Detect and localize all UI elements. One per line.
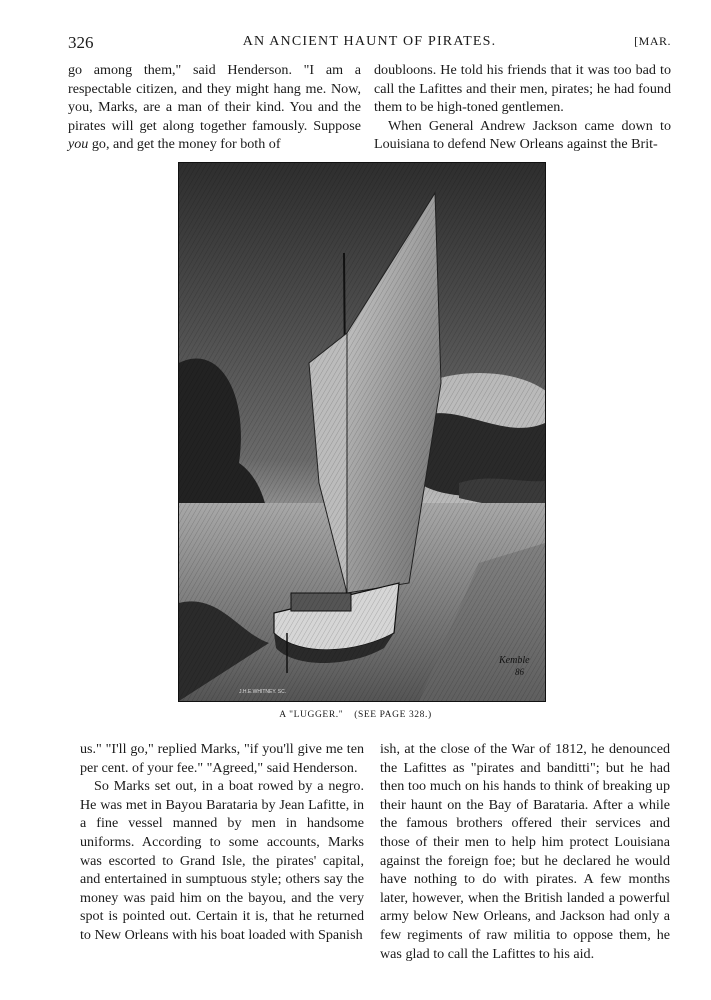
- emphasis: you: [68, 136, 89, 153]
- top-left-column: [68, 61, 361, 154]
- artist-signature: Kemble: [499, 655, 530, 666]
- page-number: 326: [68, 33, 94, 52]
- caption-title: A "LUGGER.": [279, 710, 344, 720]
- top-right-column: [374, 61, 671, 154]
- paragraph: ish, at the close of the War of 1812, he denounced the Lafittes as "pirates and banditti"; but he had then too much on his hands to think of breaking up their haunt on the Bay of Barataria. After a while the famous brothers offered their services and those of their men to help him protect Louisiana against the foreign foe; but he declared he would have nothing to do with pirates. A few months later, however, when the British landed a powerful army below New Orleans, and Jackson had only a few regiments of raw militia to oppose them, he was glad to call the Lafittes to his aid.: [380, 741, 670, 962]
- running-head: [68, 34, 671, 54]
- bottom-left-column: [80, 740, 364, 945]
- bottom-right-column: [380, 740, 670, 963]
- paragraph: us." "I'll go," replied Marks, "if you'll give me ten per cent. of your fee." "Agreed," said Henderson.: [80, 741, 364, 776]
- running-title: AN ANCIENT HAUNT OF PIRATES.: [242, 34, 497, 49]
- paragraph: So Marks set out, in a boat rowed by a negro. He was met in Bayou Barataria by Jean Lafitte, in a fine vessel manned by men in handsome uniforms. According to some accounts, Marks was escorted to Grand Isle, the pirates' capital, and entertained in sumptuous style; others say the money was paid him on the bayou, and the very spot is pointed out. Certain it is, that he returned to New Orleans with his boat loaded with Spanish: [80, 778, 364, 943]
- paragraph: When General Andrew Jackson came down to Louisiana to defend New Orleans against the Brit-: [374, 117, 671, 153]
- running-month: [MAR.: [634, 34, 671, 48]
- engraving-image: [179, 163, 545, 701]
- lugger-illustration: [178, 162, 546, 702]
- figure-caption: [0, 710, 711, 720]
- paragraph: go among them," said Henderson. "I am a respectable citizen, and they might hang me. Now, you, Marks, are a man of their kind. You and the pirates will get along together famously. Suppose you go, and get the money for both of: [68, 62, 361, 153]
- paragraph: doubloons. He told his friends that it was too bad to call the Lafittes and their men, pirates; he had found them to be high-toned gentlemen.: [374, 62, 671, 116]
- engraver-credit: J.H.E.WHITNEY. SC.: [239, 689, 287, 695]
- artist-signature-year: 86: [515, 667, 524, 677]
- caption-reference: (SEE PAGE 328.): [354, 710, 432, 720]
